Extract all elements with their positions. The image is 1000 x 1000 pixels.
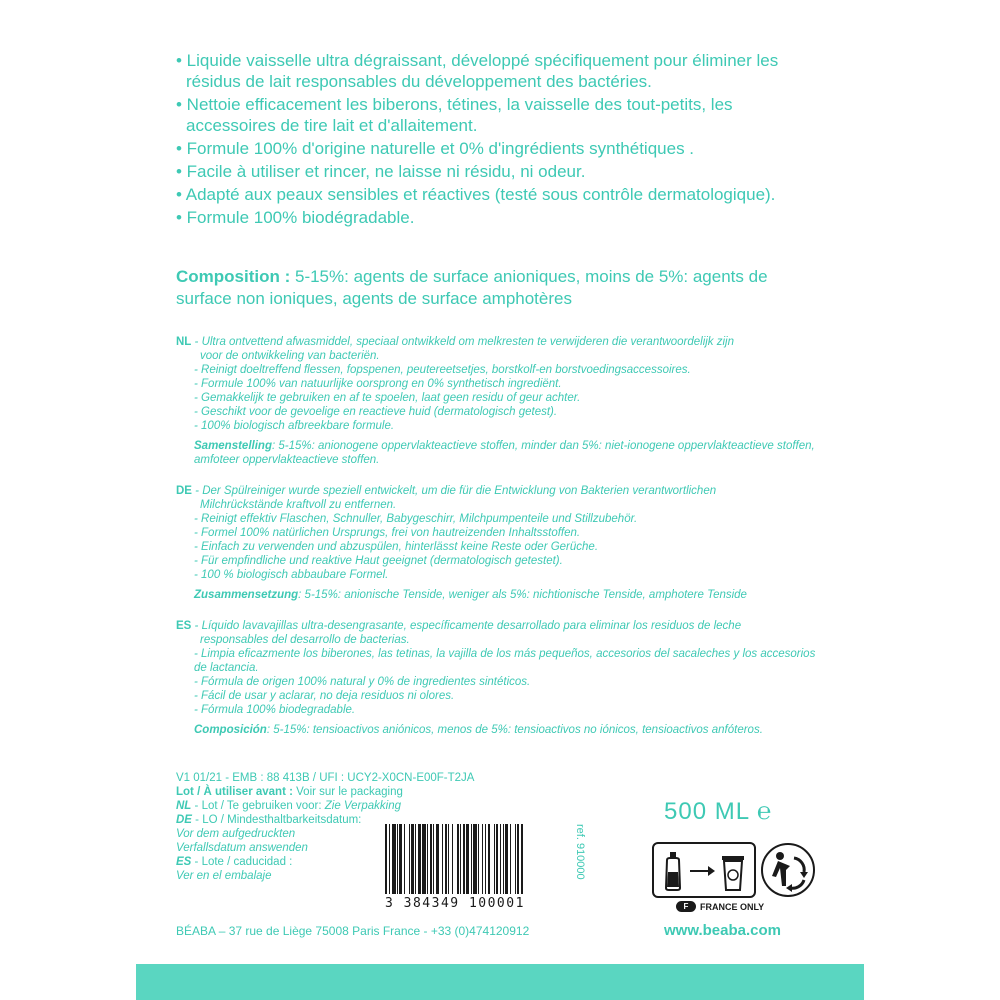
composition-nl: Samenstelling: 5-15%: anionogene oppervlakteactieve stoffen, minder dan 5%: niet-ionogene oppervlakteactieve stoffen, amfoteer oppervlakteactieve stoffen. [194, 440, 815, 466]
france-only-badge: F FRANCE ONLY [676, 901, 764, 912]
lang-code-nl: NL [176, 336, 192, 348]
bullet-item: • Adapté aux peaux sensibles et réactives (testé sous contrôle dermatologique). [176, 185, 776, 204]
main-bullet-list [176, 50, 826, 230]
lot-info: V1 01/21 - EMB : 88 413B / UFI : UCY2-X0CN-E00F-T2JA Lot / À utiliser avant : Voir sur le packaging NL - Lot / Te gebruiken voor: Zie Verpakking DE - LO / Mindesthaltbarkeitsdatum: Vor dem aufgedruckten Verfallsdatum answenden ES - Lote / caducidad : Ver en el embalaje [176, 772, 475, 882]
composition-de: Zusammensetzung: 5-15%: anionische Tenside, weniger als 5%: nichtionische Tenside, amphotere Tenside [194, 589, 747, 601]
list-item: - Geschikt voor de gevoelige en reactieve huid (dermatologisch getest). [194, 406, 558, 418]
barcode-bar [523, 824, 524, 894]
bullet-item: • Formule 100% d'origine naturelle et 0% d'ingrédients synthétiques . [176, 139, 695, 158]
list-item: - Einfach zu verwenden und abzuspülen, hinterlässt keine Reste oder Gerüche. [194, 541, 599, 553]
composition-es: Composición: 5-15%: tensioactivos aniónicos, menos de 5%: tensioactivos no iónicos, tensioactivos anfóteros. [194, 724, 763, 736]
list-item: - Formel 100% natürlichen Ursprungs, frei von hautreizenden Inhaltsstoffen. [194, 527, 581, 539]
footer-band [136, 964, 864, 1000]
product-codes: V1 01/21 - EMB : 88 413B / UFI : UCY2-X0CN-E00F-T2JA [176, 772, 475, 784]
composition-label: Composition : [176, 267, 291, 286]
list-item: - Limpia eficazmente los biberones, las tetinas, la vajilla de los más pequeños, accesorios del sacaleches y los accesorios de lactancia. [194, 648, 816, 674]
list-item: - Fácil de usar y aclarar, no deja residuos ni olores. [194, 690, 455, 702]
barcode-bars [385, 824, 565, 894]
ref-number: ref. 910000 [574, 824, 586, 880]
list-item: - Fórmula 100% biodegradable. [194, 704, 356, 716]
bullet-item: • Formule 100% biodégradable. [176, 208, 415, 227]
list-item: - 100% biologisch afbreekbare formule. [194, 420, 395, 432]
list-item: - Formule 100% van natuurlijke oorsprong en 0% synthetisch ingrediënt. [194, 378, 562, 390]
list-item: - Reinigt doeltreffend flessen, fopspenen, peutereetsetjes, borstkolf-en borstvoedingsaccessoires. [194, 364, 691, 376]
section-nl: NL - Ultra ontvettend afwasmiddel, speciaal ontwikkeld om melkresten te verwijderen die verantwoordelijk zijn voor de ontwikkeling van bacteriën. - Reinigt doeltreffend flessen, fopspenen, peutereetsetjes, borstkolf-en borstvoedingsaccessoires. - Formule 100% van natuurlijke oorsprong en 0% synthetisch ingrediënt. - Gemakkelijk te gebruiken en af te spoelen, laat geen residu of geur achter. - Geschikt voor de gevoelige en reactieve huid (dermatologisch getest). - 100% biologisch afbreekbare formule. Samenstelling: 5-15%: anionogene oppervlakteactieve stoffen, minder dan 5%: niet-ionogene oppervlakteactieve stoffen, amfoteer oppervlakteactieve stoffen. [176, 335, 826, 467]
list-item: - Für empfindliche und reaktive Haut geeignet (dermatologisch getestet). [194, 555, 563, 567]
list-item: - 100 % biologisch abbaubare Formel. [194, 569, 389, 581]
triman-logo-icon [760, 842, 816, 898]
website-link[interactable]: www.beaba.com [664, 922, 781, 939]
list-item: - Gemakkelijk te gebruiken en af te spoelen, laat geen residu of geur achter. [194, 392, 581, 404]
composition-fr [176, 266, 826, 310]
barcode [385, 824, 595, 919]
section-de: DE - Der Spülreiniger wurde speziell entwickelt, um die für die Entwicklung von Bakterien verantwortlichen Milchrückstände kraftvoll zu entfernen. - Reinigt effektiv Flaschen, Schnuller, Babygeschirr, Milchpumpenteile und Stillzubehör. - Formel 100% natürlichen Ursprungs, frei von hautreizenden Inhaltsstoffen. - Einfach zu verwenden und abzuspülen, hinterlässt keine Reste oder Gerüche. - Für empfindliche und reaktive Haut geeignet (dermatologisch getestet). - 100 % biologisch abbaubare Formel. Zusammensetzung: 5-15%: anionische Tenside, weniger als 5%: nichtionische Tenside, amphotere Tenside [176, 484, 826, 602]
bullet-item: • Facile à utiliser et rincer, ne laisse ni résidu, ni odeur. [176, 162, 586, 181]
list-item: - Fórmula de origen 100% natural y 0% de ingredientes sintéticos. [194, 676, 531, 688]
recycling-bottle-bin-icon [654, 844, 754, 896]
recycling-info-box [652, 842, 756, 898]
bullet-item: • Liquide vaisselle ultra dégraissant, développé spécifiquement pour éliminer les résidus de lait responsables du développement des bactéries. [176, 51, 779, 91]
lang-code-de: DE [176, 485, 192, 497]
volume-label: 500 ML ℮ [664, 798, 773, 825]
bullet-item: • Nettoie efficacement les biberons, tétines, la vaisselle des tout-petits, les accessoires de tire lait et d'allaitement. [176, 95, 733, 135]
list-item: - Reinigt effektiv Flaschen, Schnuller, Babygeschirr, Milchpumpenteile und Stillzubehör. [194, 513, 638, 525]
company-address: BÉABA – 37 rue de Liège 75008 Paris France - +33 (0)474120912 [176, 924, 530, 938]
composition-text: 5-15%: agents de surface anioniques, moins de 5%: agents de surface non ioniques, agents de surface amphotères [176, 267, 768, 308]
lang-code-es: ES [176, 620, 192, 632]
barcode-digits: 3 384349 100001 [385, 896, 525, 911]
section-es: ES - Líquido lavavajillas ultra-desengrasante, específicamente desarrollado para eliminar los residuos de leche responsables del desarrollo de bacterias. - Limpia eficazmente los biberones, las tetinas, la vajilla de los más pequeños, accesorios del sacaleches y los accesorios de lactancia. - Fórmula de origen 100% natural y 0% de ingredientes sintéticos. - Fácil de usar y aclarar, no deja residuos ni olores. - Fórmula 100% biodegradable. Composición: 5-15%: tensioactivos aniónicos, menos de 5%: tensioactivos no iónicos, tensioactivos anfóteros. [176, 619, 826, 737]
